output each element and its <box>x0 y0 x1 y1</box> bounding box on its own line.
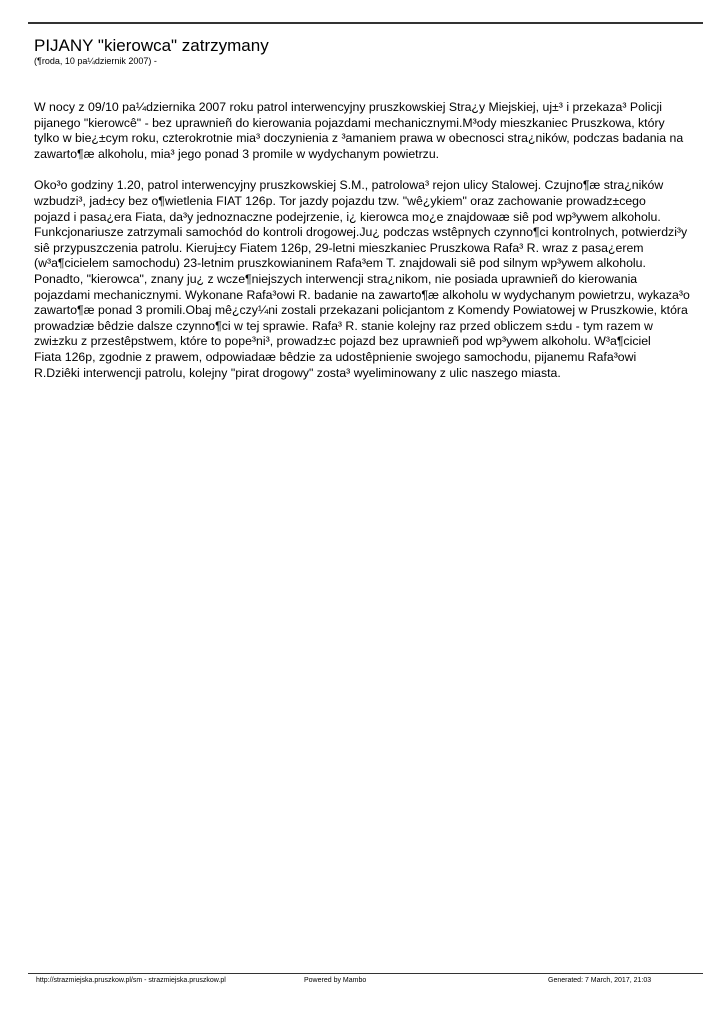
footer-rule <box>28 973 703 974</box>
header-rule <box>28 22 703 24</box>
footer-generated-date: Generated: 7 March, 2017, 21:03 <box>548 977 652 984</box>
article-paragraph-2: Oko³o godziny 1.20, patrol interwencyjny pruszkowskiej S.M., patrolowa³ rejon ulicy Stalowej. Czujno¶æ stra¿ników wzbudzi³, jad±cy bez o¶wietlenia FIAT 126p. Tor jazdy pojazdu tzw. "wê¿ykiem" oraz zachowanie prowadz±cego pojazd i pasa¿era Fiata, da³y jednoznaczne podejrzenie, i¿ kierowca mo¿e znajdowaæ siê pod wp³ywem alkoholu. Funkcjonariusze zatrzymali samochód do kontroli drogowej.Ju¿ podczas wstêpnych czynno¶ci kontrolnych, potwierdzi³y siê przypuszczenia patrolu. Kieruj±cy Fiatem 126p, 29-letni mieszkaniec Pruszkowa Rafa³ R. wraz z pasa¿erem (w³a¶cicielem samochodu) 23-letnim pruszkowianinem Rafa³em T. znajdowali siê pod silnym wp³ywem alkoholu. Ponadto, "kierowca", znany ju¿ z wcze¶niejszych interwencji stra¿nikom, nie posiada uprawnieñ do kierowania pojazdami mechanicznymi. Wykonane Rafa³owi R. badanie na zawarto¶æ alkoholu w wydychanym powietrzu, wykaza³o zawarto¶æ ponad 3 promili.Obaj mê¿czy¼ni zostali przekazani policjantom z Komendy Powiatowej w Pruszkowie, która prowadziæ bêdzie dalsze czynno¶ci w tej sprawie. Rafa³ R. stanie kolejny raz przed obliczem s±du - tym razem w zwi±zku z przestêpstwem, które to pope³ni³, prowadz±c pojazd bez uprawnieñ pod wp³ywem alkoholu. W³a¶ciciel Fiata 126p, zgodnie z prawem, odpowiadaæ bêdzie za udostêpnienie swojego samochodu, pijanemu Rafa³owi R.Dziêki interwencji patrolu, kolejny "pirat drogowy" zosta³ wyeliminowany z ulic naszego miasta. <box>34 178 690 380</box>
page-footer <box>0 976 725 988</box>
article-paragraph-1: W nocy z 09/10 pa¼dziernika 2007 roku patrol interwencyjny pruszkowskiej Stra¿y Miejskiej, uj±³ i przekaza³ Policji pijanego "kierowcê" - bez uprawnieñ do kierowania pojazdami mechanicznymi.M³ody mieszkaniec Pruszkowa, który tylko w bie¿±cym roku, czterokrotnie mia³ doczynienia z ³amaniem prawa w obecnosci stra¿ników, podczas badania na zawarto¶æ alkoholu, mia³ jego ponad 3 promile w wydychanym powietrzu. <box>34 100 684 161</box>
article-date: (¶roda, 10 pa¼dziernik 2007) - <box>34 56 157 66</box>
footer-source-url: http://strazmiejska.pruszkow.pl/sm - strazmiejska.pruszkow.pl <box>36 977 226 984</box>
article-title: PIJANY "kierowca" zatrzymany <box>34 36 269 55</box>
footer-powered-by: Powered by Mambo <box>304 977 367 984</box>
article-header <box>34 37 694 66</box>
article-body <box>34 100 702 397</box>
